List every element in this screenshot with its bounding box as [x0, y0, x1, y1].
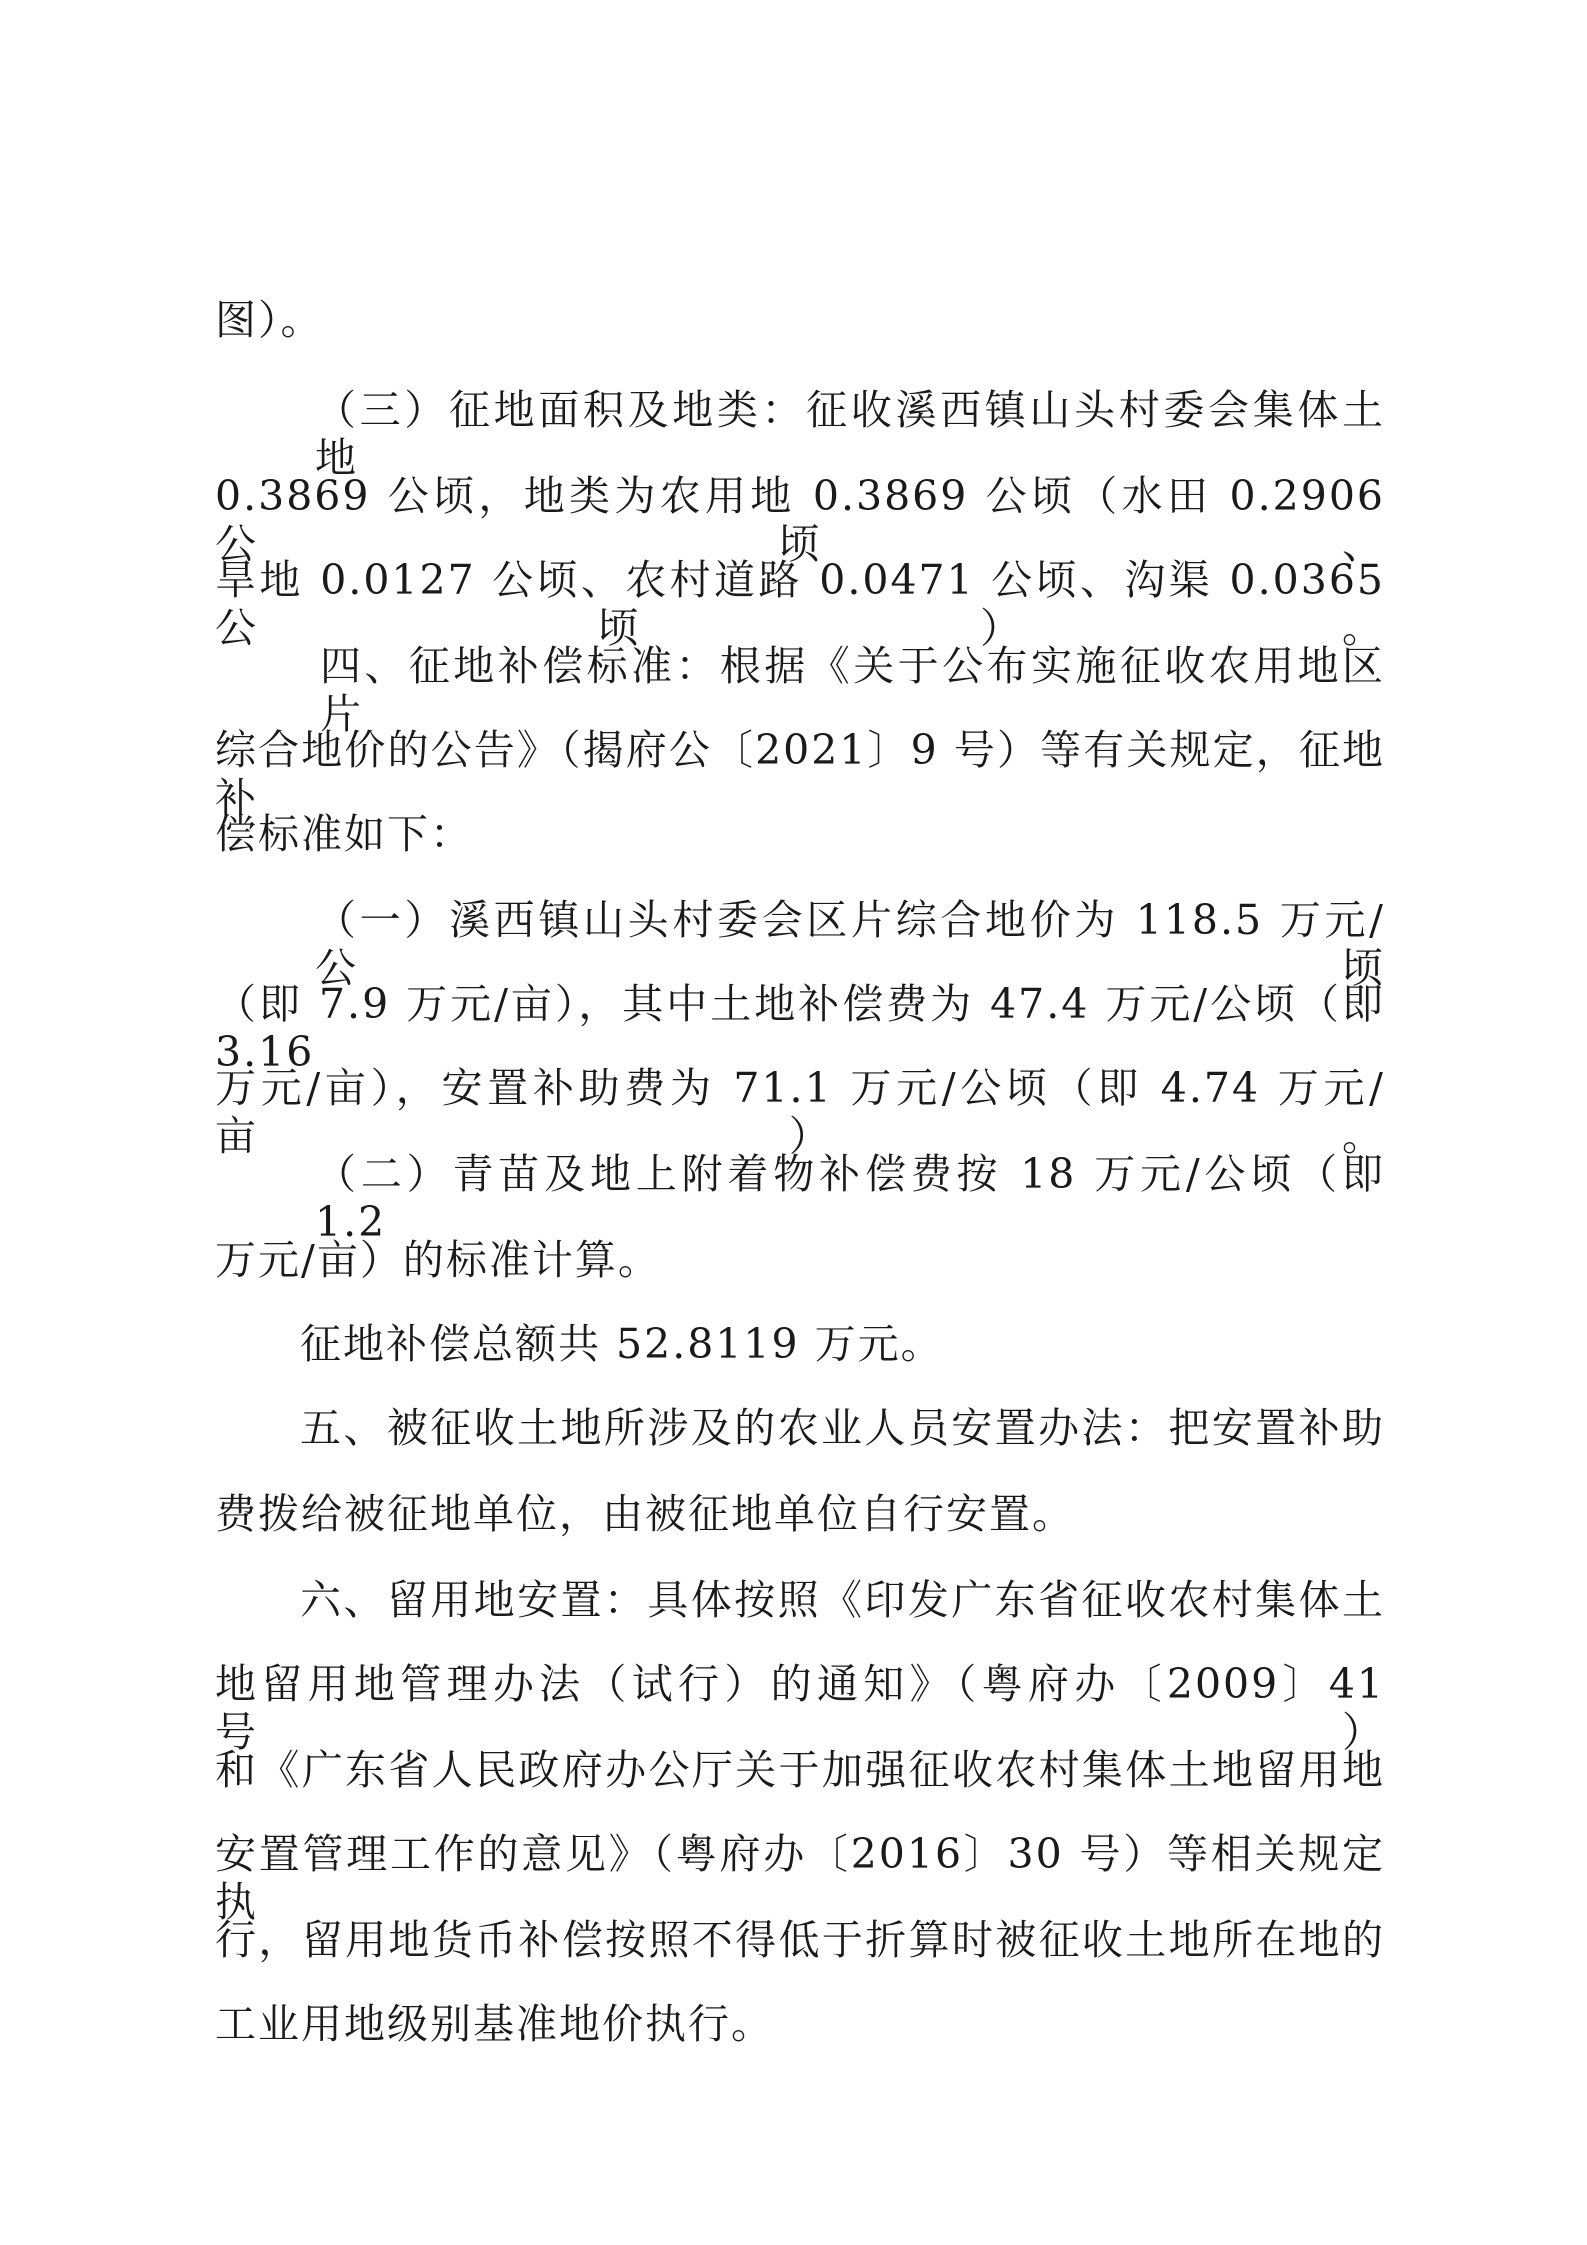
text-line: 偿标准如下： — [215, 810, 473, 858]
text-line: 万元/亩）的标准计算。 — [215, 1236, 661, 1284]
text-line: 行，留用地货币补偿按照不得低于折算时被征收土地所在地的 — [215, 1916, 1385, 1964]
text-line: 和《广东省人民政府办公厅关于加强征收农村集体土地留用地 — [215, 1746, 1385, 1794]
text-line: 安置管理工作的意见》（粤府办〔2016〕30 号）等相关规定执 — [215, 1830, 1385, 1926]
text-line: 0.3869 公顷，地类为农用地 0.3869 公顷（水田 0.2906 公顷、 — [215, 472, 1385, 568]
text-line: 地留用地管理办法（试行）的通知》（粤府办〔2009〕41 号） — [215, 1660, 1385, 1756]
text-line: 五、被征收土地所涉及的农业人员安置办法：把安置补助 — [300, 1404, 1385, 1452]
text-line: 工业用地级别基准地价执行。 — [215, 2000, 774, 2048]
text-line: （即 7.9 万元/亩），其中土地补偿费为 47.4 万元/公顷（即 3.16 — [215, 980, 1385, 1076]
text-line: 图）。 — [215, 296, 324, 344]
text-line: 万元/亩），安置补助费为 71.1 万元/公顷（即 4.74 万元/亩）。 — [215, 1064, 1385, 1160]
text-line: （三）征地面积及地类：征收溪西镇山头村委会集体土地 — [315, 386, 1385, 482]
text-line: 旱地 0.0127 公顷、农村道路 0.0471 公顷、沟渠 0.0365 公顷）。 — [215, 556, 1385, 652]
text-line: 六、留用地安置：具体按照《印发广东省征收农村集体土 — [300, 1576, 1385, 1624]
text-line: 征地补偿总额共 52.8119 万元。 — [300, 1320, 944, 1368]
text-line: 综合地价的公告》（揭府公〔2021〕9 号）等有关规定，征地补 — [215, 726, 1385, 822]
text-line: （二）青苗及地上附着物补偿费按 18 万元/公顷（即 1.2 — [315, 1150, 1385, 1246]
text-line: 费拨给被征地单位，由被征地单位自行安置。 — [215, 1490, 1075, 1538]
text-line: （一）溪西镇山头村委会区片综合地价为 118.5 万元/公顷 — [315, 896, 1385, 992]
text-line: 四、征地补偿标准：根据《关于公布实施征收农用地区片 — [320, 642, 1385, 738]
